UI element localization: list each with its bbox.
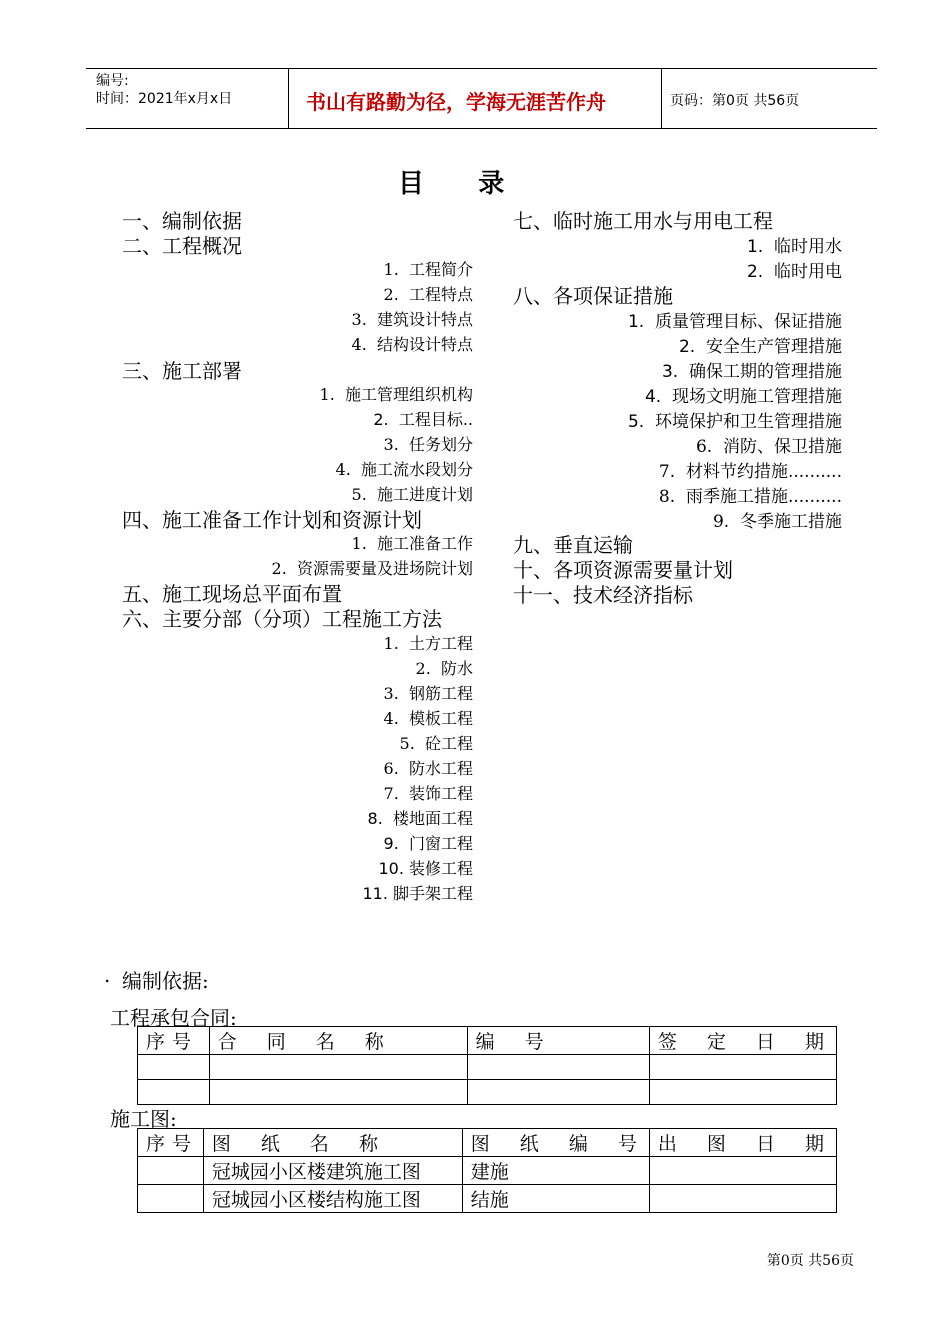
header-page-info: 页码：第0页 共56页	[670, 93, 800, 109]
header-top-rule	[86, 68, 877, 69]
drawing-row-code: 建施	[462, 1157, 649, 1185]
toc-item-6-7[interactable]: 7. 装饰工程	[383, 784, 473, 803]
toc-section-10[interactable]: 十、各项资源需要量计划	[513, 558, 733, 582]
toc-item-7-2[interactable]: 2. 临时用电	[746, 262, 842, 282]
toc-item-3-5[interactable]: 5. 施工进度计划	[351, 485, 473, 504]
toc-section-3[interactable]: 三、施工部署	[122, 359, 242, 383]
toc-section-7[interactable]: 七、临时施工用水与用电工程	[513, 209, 773, 233]
toc-item-8-6[interactable]: 6. 消防、保卫措施	[695, 437, 842, 457]
drawing-header-code: 图 纸 编 号	[462, 1129, 649, 1157]
toc-item-6-2[interactable]: 2. 防水	[415, 659, 473, 678]
toc-item-7-1[interactable]: 1. 临时用水	[746, 237, 842, 257]
drawing-header-no: 序号	[138, 1129, 204, 1157]
toc-item-8-1[interactable]: 1. 质量管理目标、保证措施	[627, 312, 842, 332]
table-row	[138, 1157, 837, 1185]
toc-title: 目 录	[398, 169, 505, 199]
header-slogan: 书山有路勤为径，学海无涯苦作舟	[306, 90, 606, 114]
toc-section-8[interactable]: 八、各项保证措施	[513, 284, 673, 308]
contract-label: 工程承包合同:	[110, 1006, 237, 1030]
toc-item-6-4[interactable]: 4. 模板工程	[383, 709, 473, 728]
toc-section-5[interactable]: 五、施工现场总平面布置	[122, 582, 342, 606]
toc-item-6-1[interactable]: 1. 土方工程	[383, 634, 473, 653]
toc-item-2-1[interactable]: 1. 工程简介	[383, 260, 473, 279]
header-time: 时间：2021年x月x日	[96, 91, 233, 107]
toc-item-6-8[interactable]: 8. 楼地面工程	[367, 809, 473, 828]
toc-item-6-10[interactable]: 10. 装修工程	[378, 859, 473, 878]
header-number: 编号:	[96, 73, 129, 89]
toc-item-8-3[interactable]: 3. 确保工期的管理措施	[661, 362, 842, 382]
drawing-header-name: 图 纸 名 称	[203, 1129, 462, 1157]
contract-header-date: 签 定 日 期	[649, 1027, 836, 1055]
toc-item-6-5[interactable]: 5. 砼工程	[399, 734, 473, 753]
drawing-row-name: 冠城园小区楼建筑施工图	[203, 1157, 462, 1185]
table-row	[138, 1185, 837, 1213]
footer-page-info: 第0页 共56页	[766, 1253, 854, 1269]
toc-item-8-9[interactable]: 9. 冬季施工措施	[712, 512, 842, 532]
toc-section-9[interactable]: 九、垂直运输	[513, 533, 633, 557]
toc-item-4-1[interactable]: 1. 施工准备工作	[351, 534, 473, 553]
contract-header-no: 序号	[138, 1027, 210, 1055]
basis-heading: 编制依据:	[122, 969, 209, 993]
toc-section-1[interactable]: 一、编制依据	[122, 209, 242, 233]
toc-item-8-2[interactable]: 2. 安全生产管理措施	[678, 337, 842, 357]
table-row	[138, 1080, 837, 1105]
drawing-label: 施工图:	[110, 1107, 177, 1131]
toc-section-11[interactable]: 十一、技术经济指标	[513, 583, 693, 607]
toc-section-6[interactable]: 六、主要分部（分项）工程施工方法	[122, 607, 442, 631]
drawing-header-row	[138, 1129, 837, 1157]
header-divider-left	[288, 68, 289, 128]
toc-item-6-9[interactable]: 9. 门窗工程	[383, 834, 473, 853]
toc-section-4[interactable]: 四、施工准备工作计划和资源计划	[122, 508, 422, 532]
contract-header-row	[138, 1027, 837, 1055]
table-row	[138, 1055, 837, 1080]
drawing-row-name: 冠城园小区楼结构施工图	[203, 1185, 462, 1213]
toc-item-3-2[interactable]: 2. 工程目标..	[373, 410, 473, 429]
header-bottom-rule	[86, 128, 877, 129]
basis-bullet: .	[104, 963, 111, 987]
toc-section-2[interactable]: 二、工程概况	[122, 234, 242, 258]
toc-item-8-8[interactable]: 8. 雨季施工措施..........	[658, 487, 842, 507]
toc-item-6-6[interactable]: 6. 防水工程	[383, 759, 473, 778]
toc-item-8-5[interactable]: 5. 环境保护和卫生管理措施	[627, 412, 842, 432]
toc-item-8-7[interactable]: 7. 材料节约措施..........	[658, 462, 842, 482]
toc-item-6-11[interactable]: 11. 脚手架工程	[362, 884, 473, 903]
toc-item-6-3[interactable]: 3. 钢筋工程	[383, 684, 473, 703]
contract-table	[137, 1026, 837, 1105]
toc-item-2-4[interactable]: 4. 结构设计特点	[351, 335, 473, 354]
toc-item-2-3[interactable]: 3. 建筑设计特点	[351, 310, 473, 329]
toc-item-2-2[interactable]: 2. 工程特点	[383, 285, 473, 304]
toc-item-3-1[interactable]: 1. 施工管理组织机构	[319, 385, 473, 404]
toc-item-3-4[interactable]: 4. 施工流水段划分	[335, 460, 473, 479]
drawing-table	[137, 1128, 837, 1213]
drawing-header-date: 出 图 日 期	[649, 1129, 836, 1157]
header-divider-right	[661, 68, 662, 128]
toc-item-4-2[interactable]: 2. 资源需要量及进场院计划	[271, 559, 473, 578]
toc-item-3-3[interactable]: 3. 任务划分	[383, 435, 473, 454]
contract-header-name: 合 同 名 称	[209, 1027, 467, 1055]
toc-item-8-4[interactable]: 4. 现场文明施工管理措施	[644, 387, 842, 407]
drawing-row-code: 结施	[462, 1185, 649, 1213]
contract-header-code: 编 号	[467, 1027, 649, 1055]
